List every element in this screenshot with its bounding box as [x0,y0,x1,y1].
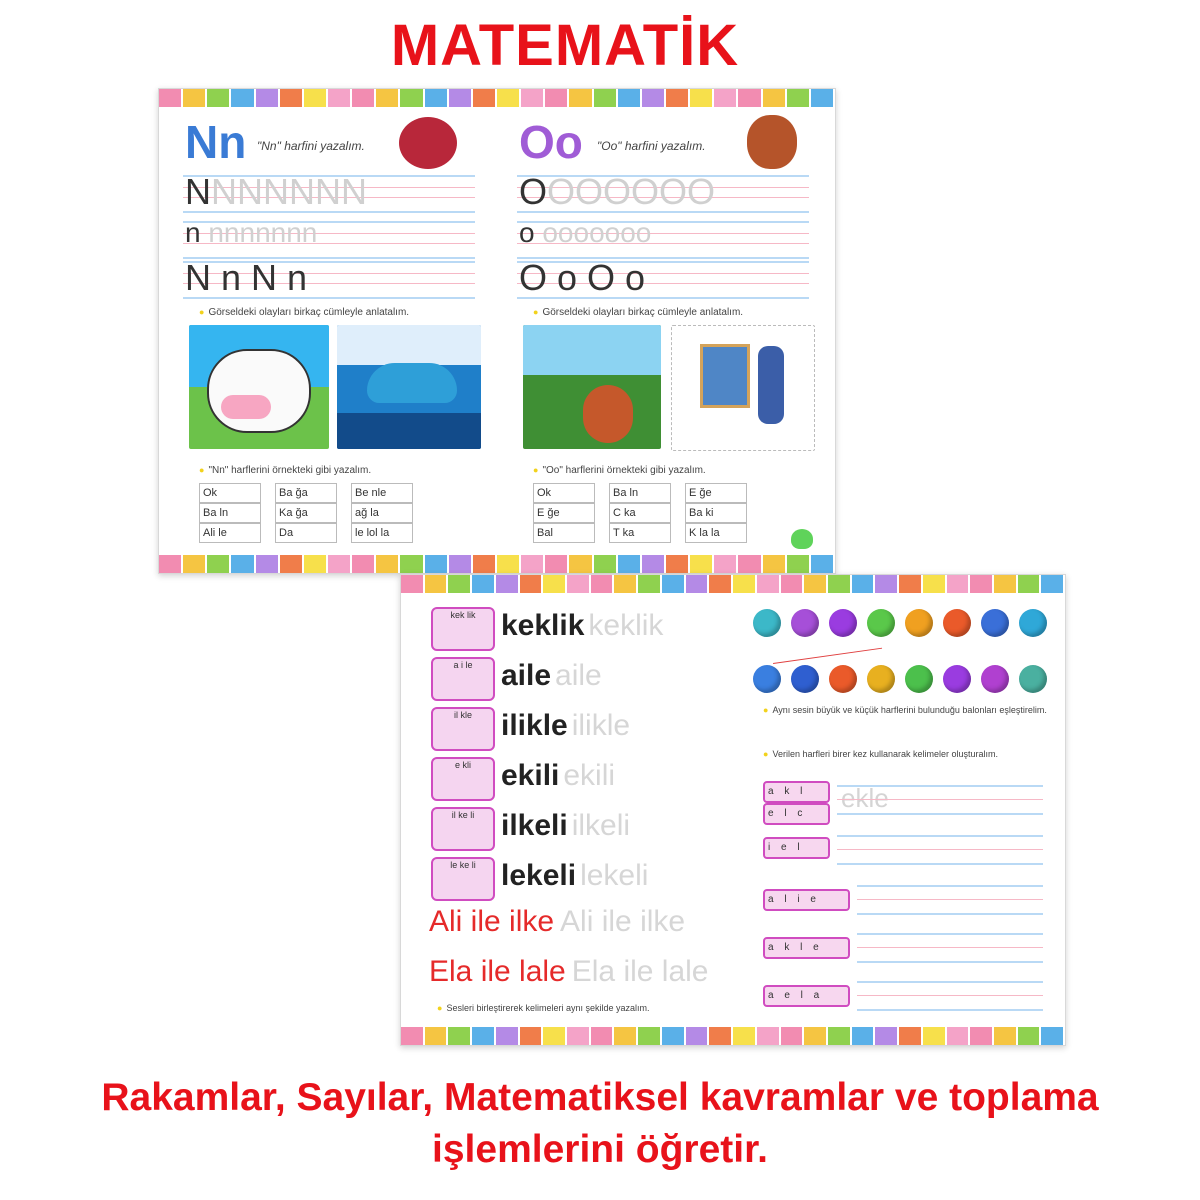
border-square [520,1027,542,1045]
border-square [662,575,684,593]
border-square [1018,575,1040,593]
syllable-set: a e l a [763,985,850,1007]
pomegranate-icon [399,117,457,169]
border-square [569,89,591,107]
border-square [543,1027,565,1045]
border-square [473,555,495,573]
painter-picture [671,325,815,451]
border-square [787,555,809,573]
border-square [280,89,302,107]
page-title: MATEMATİK [390,13,740,78]
border-square [567,575,589,593]
border-square [875,1027,897,1045]
colorful-border-bottom [159,555,835,573]
border-square [183,89,205,107]
border-square [852,1027,874,1045]
write-line [857,981,1043,1011]
border-square [159,89,181,107]
word-text: aile aile [501,659,602,692]
border-square [497,555,519,573]
word-row [431,757,731,801]
border-square [591,1027,613,1045]
border-square [304,555,326,573]
trace-row-5: o ooooooo [519,217,652,248]
build-instruction: ● Verilen harfleri birer kez kullanarak kelimeler oluşturalım. [763,749,1053,759]
border-square [709,1027,731,1045]
word-row [431,607,731,651]
border-square [401,1027,423,1045]
trace-row-4: OOOOOOO [519,171,716,212]
border-square [690,555,712,573]
border-square [714,89,736,107]
letter-ball [943,665,971,693]
caption [0,1072,1200,1176]
border-square [280,555,302,573]
border-square [256,555,278,573]
orangutan-picture [523,325,661,449]
letter-heading-n: Nn [185,116,247,168]
border-square [804,1027,826,1045]
write-line [837,785,1043,815]
syllable-set: a k l [763,781,830,803]
border-square [1041,575,1063,593]
border-square [400,555,422,573]
heading-n: "Nn" harfini yazalım. [257,139,365,153]
letter-ball [791,609,819,637]
border-square [811,89,833,107]
word-row [431,857,731,901]
write-instruction: ● "Oo" harflerini örnekteki gibi yazalım. [533,465,706,476]
border-square [352,555,374,573]
write-line [857,933,1043,963]
caption-line-2: işlemlerini öğretir. [432,1128,768,1171]
border-square [449,89,471,107]
border-square [183,555,205,573]
letter-ball [829,609,857,637]
letter-ball [753,665,781,693]
border-square [614,575,636,593]
border-square [521,555,543,573]
border-square [638,1027,660,1045]
heart-icon [791,529,813,549]
border-square [686,1027,708,1045]
instruction-note: ● Görseldeki olayları birkaç cümleyle anlatalım. [199,307,409,318]
border-square [231,555,253,573]
border-square [594,89,616,107]
letter-ball [1019,609,1047,637]
syllable-set: a l i e [763,889,850,911]
syllable-badge: il ke li [431,807,495,851]
border-square [231,89,253,107]
colorful-border-bottom [401,1027,1065,1045]
border-square [642,555,664,573]
border-square [733,575,755,593]
border-square [994,1027,1016,1045]
border-square [472,575,494,593]
letter-word-grid: Ok Ba ln E ğe E ğe C ka Ba ki Bal T ka K la la [533,483,747,543]
border-square [207,89,229,107]
border-square [543,575,565,593]
border-square [738,555,760,573]
border-square [642,89,664,107]
word-row [431,707,731,751]
border-square [618,555,640,573]
trace-row-3: N n N n [185,257,308,298]
letter-ball [943,609,971,637]
border-square [923,1027,945,1045]
match-instruction: ● Aynı sesin büyük ve küçük harflerini bulunduğu balonları eşleştirelim. [763,705,1053,715]
worksheet-letters [158,88,836,574]
border-square [618,89,640,107]
border-square [757,1027,779,1045]
border-square [256,89,278,107]
border-square [852,575,874,593]
heading-o: "Oo" harfini yazalım. [597,139,706,153]
border-square [947,575,969,593]
border-square [638,575,660,593]
word-text: ilikle ilikle [501,709,631,742]
border-square [472,1027,494,1045]
border-square [1018,1027,1040,1045]
border-square [496,575,518,593]
border-square [591,575,613,593]
border-square [328,89,350,107]
write-instruction: ● "Nn" harflerini örnekteki gibi yazalım. [199,465,371,476]
word-row [431,807,731,851]
border-square [594,555,616,573]
border-square [448,1027,470,1045]
border-square [1041,1027,1063,1045]
border-square [763,89,785,107]
letter-heading-o: Oo [519,116,583,168]
border-square [520,575,542,593]
border-square [811,555,833,573]
border-square [400,89,422,107]
border-square [473,89,495,107]
border-square [425,575,447,593]
border-square [569,555,591,573]
syllable-badge: e kli [431,757,495,801]
letter-ball [753,609,781,637]
border-square [376,89,398,107]
write-line [837,835,1043,865]
sentence-row: Ali ile ilke Ali ile ilke [429,905,686,938]
border-square [425,89,447,107]
border-square [733,1027,755,1045]
syllable-badge: a i le [431,657,495,701]
letter-ball [981,609,1009,637]
letter-ball [829,665,857,693]
letter-ball [1019,665,1047,693]
word-text: ilkeli ilkeli [501,809,631,842]
syllable-badge: il kle [431,707,495,751]
whale-picture [337,325,481,449]
border-square [970,1027,992,1045]
syllable-set: a k l e [763,937,850,959]
border-square [304,89,326,107]
border-square [804,575,826,593]
border-square [686,575,708,593]
syllable-badge: kek lik [431,607,495,651]
border-square [614,1027,636,1045]
border-square [970,575,992,593]
border-square [401,575,423,593]
border-square [207,555,229,573]
border-square [352,89,374,107]
border-square [666,89,688,107]
cow-picture [189,325,329,449]
match-line [773,648,882,664]
border-square [714,555,736,573]
border-square [376,555,398,573]
border-square [328,555,350,573]
instruction-note: ● Görseldeki olayları birkaç cümleyle anlatalım. [533,307,743,318]
colorful-border-top [159,89,835,107]
letter-ball [867,609,895,637]
word-text: keklik keklik [501,609,664,642]
border-square [828,575,850,593]
border-square [994,575,1016,593]
syllable-set: i e l [763,837,830,859]
border-square [666,555,688,573]
border-square [899,575,921,593]
orangutan-icon [747,115,797,169]
syllable-badge: le ke li [431,857,495,901]
border-square [899,1027,921,1045]
trace-row-1: NNNNNNN [185,171,367,212]
word-row [431,657,731,701]
sentence-row: Ela ile lale Ela ile lale [429,955,709,988]
letter-ball [905,609,933,637]
letter-ball [867,665,895,693]
border-square [947,1027,969,1045]
border-square [828,1027,850,1045]
border-square [496,1027,518,1045]
border-square [763,555,785,573]
border-square [567,1027,589,1045]
border-square [757,575,779,593]
trace-row-2: n nnnnnnn [185,217,318,248]
trace-row-6: O o O o [519,257,646,298]
border-square [545,555,567,573]
border-square [662,1027,684,1045]
colorful-border-top [401,575,1065,593]
bottom-note: ● Sesleri birleştirerek kelimeleri aynı şekilde yazalım. [437,1003,650,1013]
border-square [497,89,519,107]
word-text: lekeli lekeli [501,859,649,892]
ghost-word: ekle [841,783,889,813]
border-square [425,1027,447,1045]
border-square [425,555,447,573]
border-square [787,89,809,107]
border-square [521,89,543,107]
border-square [159,555,181,573]
write-line [857,885,1043,915]
syllable-set: e l c [763,803,830,825]
border-square [738,89,760,107]
border-square [781,575,803,593]
border-square [923,575,945,593]
border-square [709,575,731,593]
border-square [448,575,470,593]
caption-line-1: Rakamlar, Sayılar, Matematiksel kavramlar ve toplama [101,1076,1099,1119]
border-square [781,1027,803,1045]
border-square [545,89,567,107]
letter-word-grid: Ok Ba ğa Be nle Ba ln Ka ğa ağ la Ali le Da le lol la [199,483,413,543]
letter-ball [981,665,1009,693]
worksheet-words [400,574,1066,1046]
word-text: ekili ekili [501,759,616,792]
border-square [875,575,897,593]
letter-ball [791,665,819,693]
letter-ball [905,665,933,693]
border-square [690,89,712,107]
border-square [449,555,471,573]
